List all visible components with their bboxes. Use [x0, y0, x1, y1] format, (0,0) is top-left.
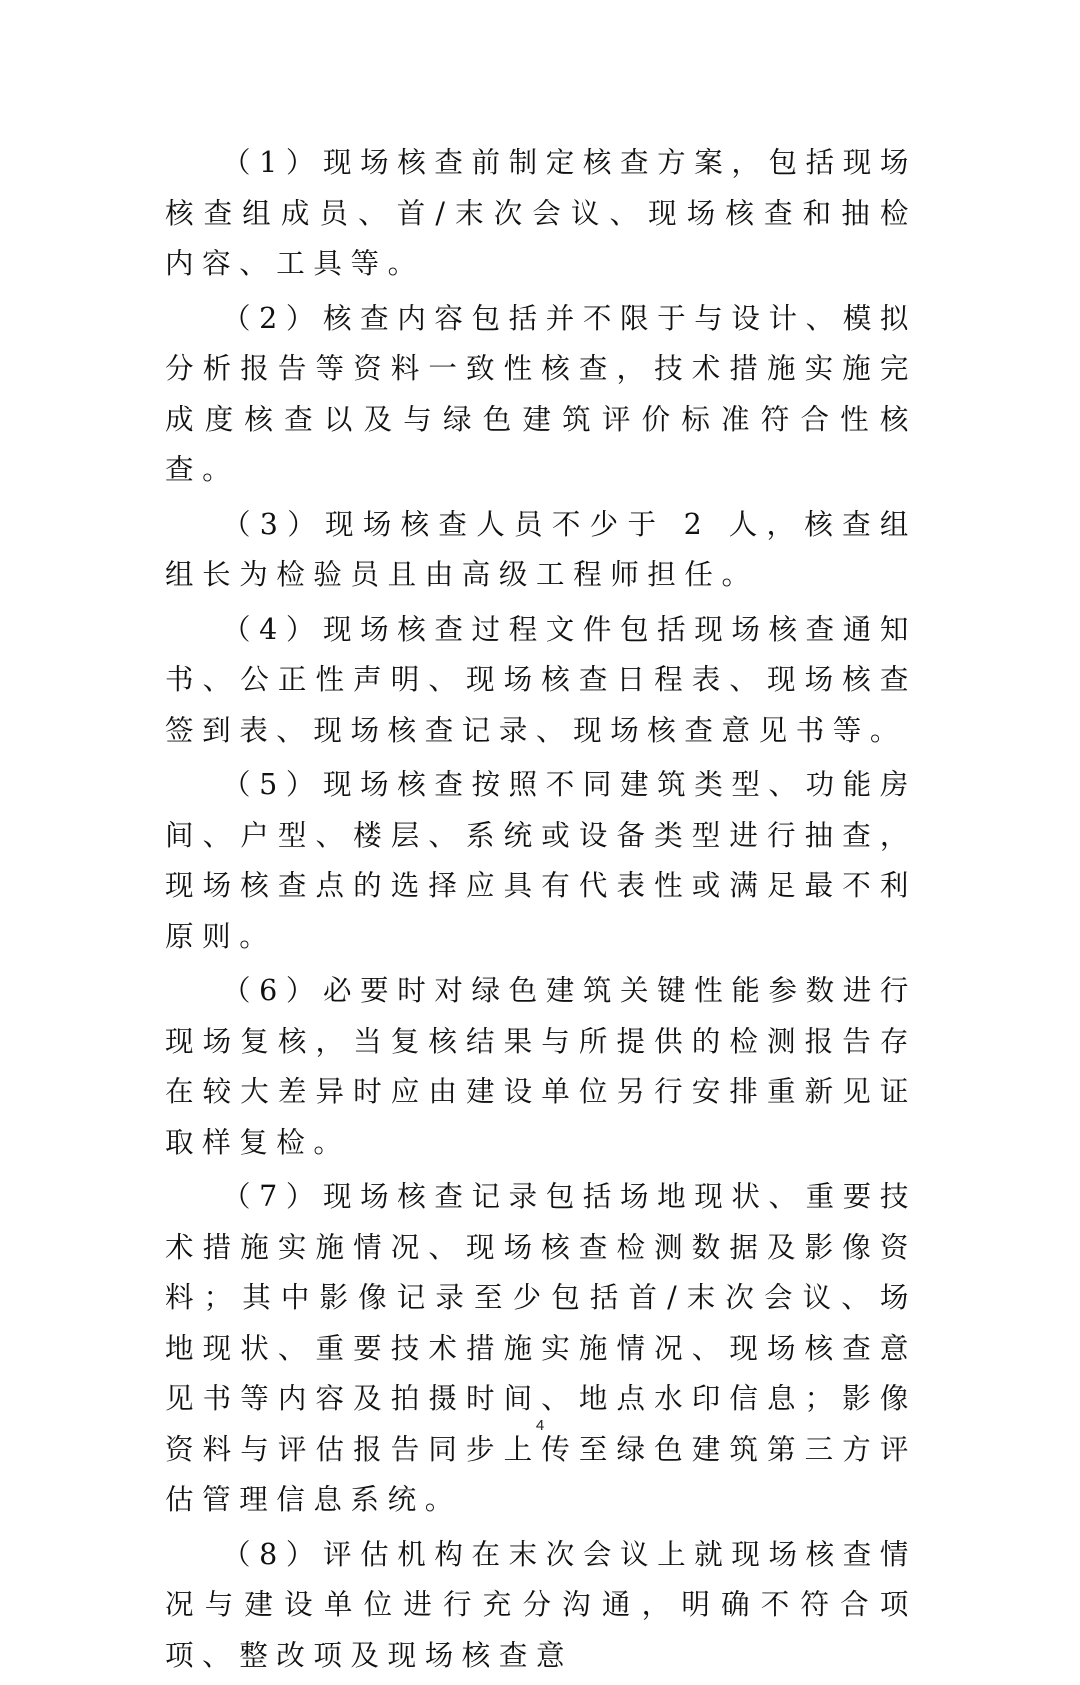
document-body: [165, 138, 917, 1685]
paragraph-3: （3）现场核查人员不少于 2 人，核查组组长为检验员且由高级工程师担任。: [165, 507, 917, 591]
paragraph-6: （6）必要时对绿色建筑关键性能参数进行现场复核，当复核结果与所提供的检测报告存在较大差异时应由建设单位另行安排重新见证取样复检。: [165, 974, 917, 1159]
page-number: 4: [535, 1417, 545, 1434]
paragraph-5: （5）现场核查按照不同建筑类型、功能房间、户型、楼层、系统或设备类型进行抽查，现场核查点的选择应具有代表性或满足最不利原则。: [165, 768, 917, 953]
paragraph-7: （7）现场核查记录包括场地现状、重要技术措施实施情况、现场核查检测数据及影像资料；其中影像记录至少包括首/末次会议、场地现状、重要技术措施实施情况、现场核查意见书等内容及拍摄时间、地点水印信息；影像资料与评估报告同步上传至绿色建筑第三方评估管理信息系统。: [165, 1180, 917, 1516]
paragraph-1: （1）现场核查前制定核查方案，包括现场核查组成员、首/末次会议、现场核查和抽检内容、工具等。: [165, 146, 917, 280]
paragraph-4: （4）现场核查过程文件包括现场核查通知书、公正性声明、现场核查日程表、现场核查签到表、现场核查记录、现场核查意见书等。: [165, 612, 917, 747]
paragraph-2: （2）核查内容包括并不限于与设计、模拟分析报告等资料一致性核查，技术措施实施完成度核查以及与绿色建筑评价标准符合性核查。: [165, 301, 917, 486]
paragraph-8: （8）评估机构在末次会议上就现场核查情况与建设单位进行充分沟通，明确不符合项项、整改项及现场核查意: [165, 1537, 917, 1672]
